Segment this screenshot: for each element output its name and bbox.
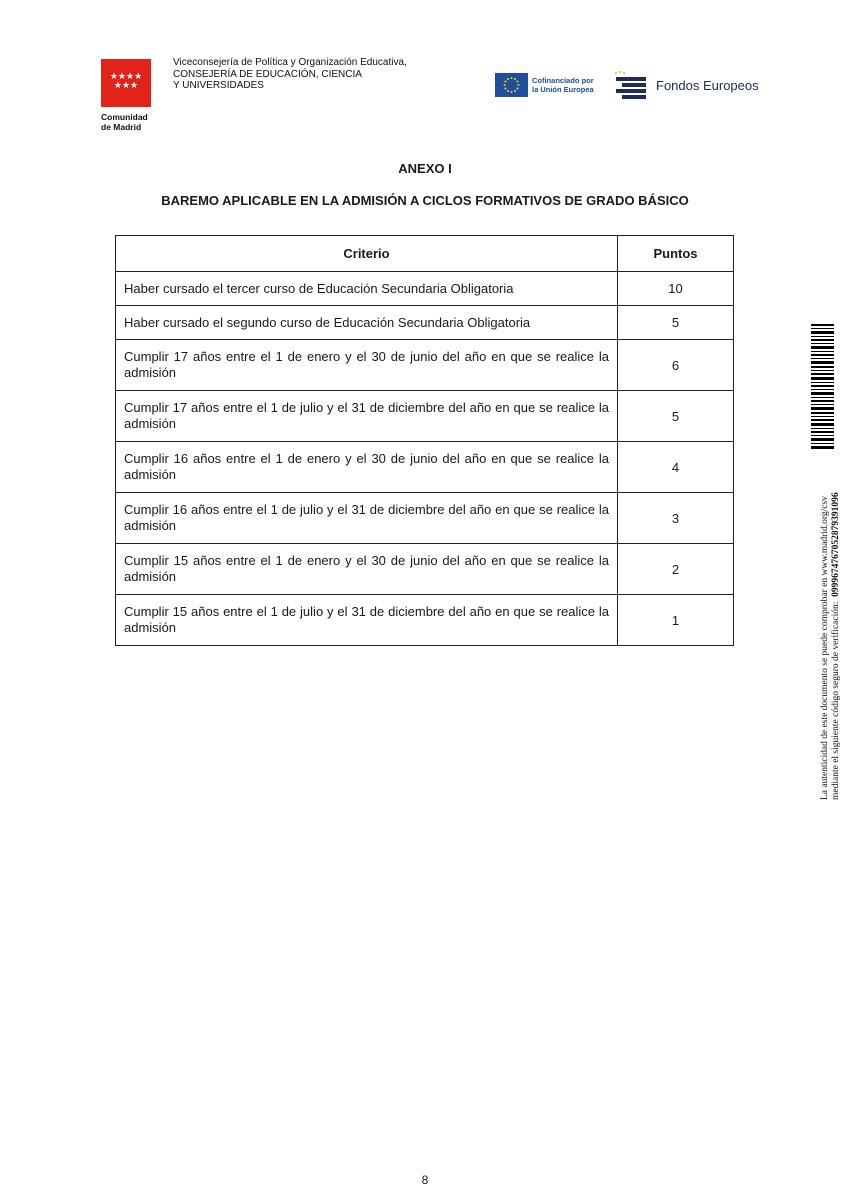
logo-name-line1: Comunidad [101, 112, 148, 122]
table-row [116, 442, 734, 493]
organization-text [173, 57, 407, 92]
criterio-cell: Cumplir 15 años entre el 1 de julio y el 31 de diciembre del año en que se realice la admisión [116, 595, 618, 646]
header-puntos: Puntos [618, 236, 734, 272]
eu-line2: la Unión Europea [532, 85, 594, 94]
criterio-cell: Cumplir 17 años entre el 1 de enero y el 30 de junio del año en que se realice la admisión [116, 340, 618, 391]
table-row [116, 595, 734, 646]
annex-heading: ANEXO I [398, 161, 452, 176]
stars-icon: ★★★★ ★★★ [109, 71, 143, 90]
table-row [116, 493, 734, 544]
fondos-europeos-logo [612, 70, 759, 100]
comunidad-madrid-logo [101, 59, 153, 132]
table-row [116, 306, 734, 340]
verification-line2 [831, 492, 842, 800]
eu-flag-icon [495, 73, 528, 97]
table-row [116, 340, 734, 391]
baremo-table [115, 235, 734, 646]
verification-line2-prefix: mediante el siguiente código seguro de verificación: [830, 601, 841, 800]
eu-line1: Cofinanciado por [532, 76, 594, 85]
table-header-row [116, 236, 734, 272]
puntos-cell: 2 [618, 544, 734, 595]
table-row [116, 544, 734, 595]
verification-line1: La autenticidad de este documento se puede comprobar en www.madrid.org/csv [820, 496, 830, 800]
verification-barcode-icon [811, 324, 834, 449]
eu-text [532, 76, 594, 94]
puntos-cell: 6 [618, 340, 734, 391]
logo-name-line2: de Madrid [101, 122, 142, 132]
logo-name [101, 112, 153, 132]
table-row [116, 391, 734, 442]
criterio-cell: Haber cursado el tercer curso de Educación Secundaria Obligatoria [116, 272, 618, 306]
madrid-flag-icon [101, 59, 151, 107]
criterio-cell: Cumplir 15 años entre el 1 de enero y el 30 de junio del año en que se realice la admisión [116, 544, 618, 595]
fondos-europeos-text: Fondos Europeos [656, 77, 759, 93]
verification-text [820, 492, 841, 800]
org-line1: Viceconsejería de Política y Organización Educativa, [173, 57, 407, 68]
criterio-cell: Cumplir 16 años entre el 1 de julio y el 31 de diciembre del año en que se realice la admisión [116, 493, 618, 544]
criterio-cell: Cumplir 16 años entre el 1 de enero y el 30 de junio del año en que se realice la admisión [116, 442, 618, 493]
puntos-cell: 1 [618, 595, 734, 646]
verification-code: 0999674767052879391096 [830, 492, 841, 597]
eu-cofinanced-logo [495, 73, 594, 97]
puntos-cell: 5 [618, 391, 734, 442]
puntos-cell: 10 [618, 272, 734, 306]
page-number: 8 [421, 1173, 429, 1187]
fondos-europeos-icon [612, 70, 650, 100]
org-line3: Y UNIVERSIDADES [173, 80, 264, 91]
criterio-cell: Haber cursado el segundo curso de Educación Secundaria Obligatoria [116, 306, 618, 340]
document-title: BAREMO APLICABLE EN LA ADMISIÓN A CICLOS FORMATIVOS DE GRADO BÁSICO [161, 193, 689, 208]
criterio-cell: Cumplir 17 años entre el 1 de julio y el 31 de diciembre del año en que se realice la admisión [116, 391, 618, 442]
puntos-cell: 4 [618, 442, 734, 493]
puntos-cell: 3 [618, 493, 734, 544]
puntos-cell: 5 [618, 306, 734, 340]
table-row [116, 272, 734, 306]
header-criterio: Criterio [116, 236, 618, 272]
org-line2: CONSEJERÍA DE EDUCACIÓN, CIENCIA [173, 68, 362, 80]
